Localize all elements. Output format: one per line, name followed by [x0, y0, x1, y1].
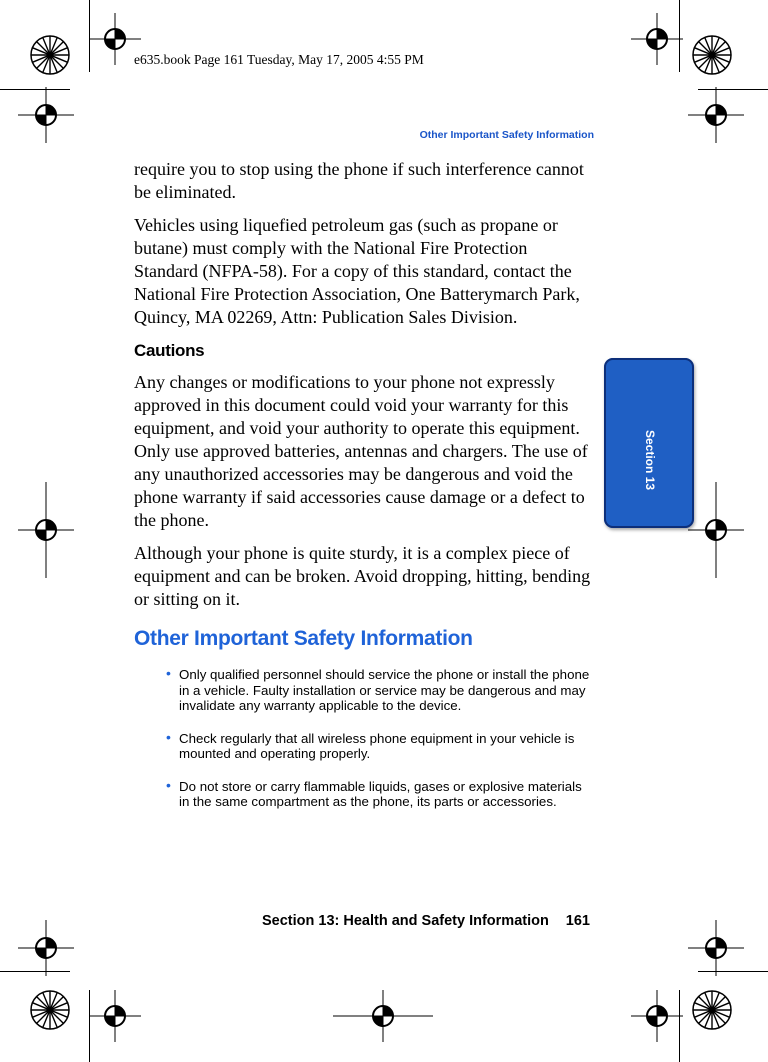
safety-bullet-list: [134, 667, 592, 810]
registration-mark-icon: [688, 482, 744, 578]
bullet-icon: •: [166, 776, 171, 793]
list-item: [166, 776, 592, 810]
body-paragraph: Vehicles using liquefied petroleum gas (such as propane or butane) must comply with the National Fire Protection Standard (NFPA-58). For a copy of this standard, contact the National Fire Protection Association, One Batterymarch Park, Quincy, MA 02269, Attn: Publication Sales Division.: [134, 215, 580, 327]
list-item: [166, 665, 592, 714]
body-paragraph: Although your phone is quite sturdy, it is a complex piece of equipment and can be broken. Avoid dropping, hitting, bending or sitting on it.: [134, 543, 591, 609]
section-tab-label: Section 13: [643, 429, 657, 491]
starburst-mark-icon: [692, 35, 732, 75]
page-footer: [262, 913, 592, 929]
starburst-mark-icon: [30, 35, 70, 75]
starburst-mark-icon: [692, 990, 732, 1030]
registration-mark-icon: [18, 87, 74, 143]
registration-mark-icon: [688, 87, 744, 143]
list-item-text: Only qualified personnel should service the phone or install the phone in a vehicle. Faulty installation or service may be dangerous and may invalidate any warranty applicable to the device.: [179, 667, 590, 713]
bullet-icon: •: [166, 665, 171, 681]
cautions-heading: Cautions: [134, 341, 205, 360]
registration-mark-icon: [333, 990, 433, 1042]
print-metadata: e635.book Page 161 Tuesday, May 17, 2005 4:55 PM: [134, 52, 424, 67]
list-item-text: Do not store or carry flammable liquids, gases or explosive materials in the same compartment as the phone, its parts or accessories.: [179, 778, 582, 809]
page-number: 161: [565, 913, 590, 929]
page-content: [134, 158, 592, 827]
registration-mark-icon: [18, 482, 74, 578]
bullet-icon: •: [166, 728, 171, 745]
registration-mark-icon: [631, 990, 683, 1042]
registration-mark-icon: [631, 13, 683, 65]
starburst-mark-icon: [30, 990, 70, 1030]
body-paragraph: Any changes or modifications to your phone not expressly approved in this document could void your warranty for this equipment, and void your authority to operate this equipment. Only use approved batteries, antennas and chargers. The use of any unauthorized accessories may be dangerous and void the phone warranty if said accessories cause damage or a defect to the phone.: [134, 372, 588, 530]
running-head: Other Important Safety Information: [419, 129, 594, 141]
registration-mark-icon: [18, 920, 74, 976]
body-paragraph: require you to stop using the phone if such interference cannot be eliminated.: [134, 159, 584, 202]
registration-mark-icon: [89, 990, 141, 1042]
section-heading: Other Important Safety Information: [134, 627, 473, 650]
registration-mark-icon: [688, 920, 744, 976]
list-item: [166, 728, 592, 762]
list-item-text: Check regularly that all wireless phone equipment in your vehicle is mounted and operating properly.: [179, 730, 575, 761]
section-tab: [604, 358, 694, 528]
footer-section-title: Section 13: Health and Safety Information: [262, 913, 549, 929]
